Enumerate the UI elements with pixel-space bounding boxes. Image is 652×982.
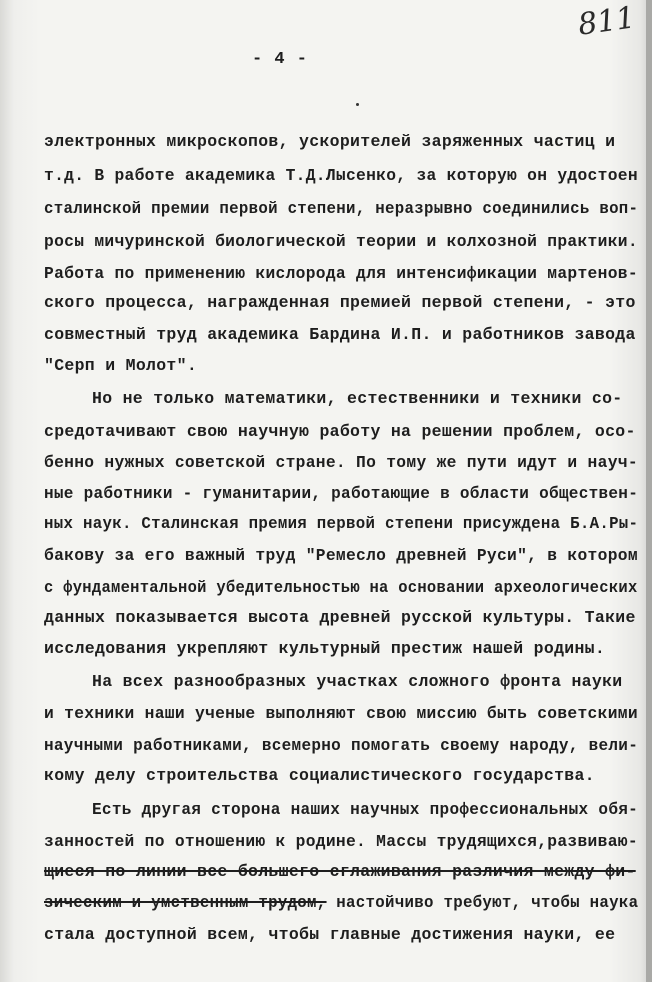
struck-text-fragment: зическим и умственным трудом, (44, 893, 327, 912)
text-line-19: и техники наши ученые выполняют свою миссию быть советскими (44, 704, 638, 723)
text-line-5: Работа по применению кислорода для интенсификации мартенов- (44, 264, 638, 283)
text-line-1: электронных микроскопов, ускорителей заряженных частиц и (44, 132, 616, 151)
text-line-3: сталинской премии первой степени, неразрывно соединились воп- (44, 199, 639, 218)
text-line-20: научными работниками, всемерно помогать своему народу, вели- (44, 736, 639, 755)
text-line-9: Но не только математики, естественники и техники со- (92, 389, 623, 408)
text-line-22: Есть другая сторона наших научных профессиональных обя- (92, 800, 639, 819)
text-line-11: бенно нужных советской стране. По тому же пути идут и науч- (44, 453, 638, 472)
text-line-26: стала доступной всем, чтобы главные достижения науки, ее (44, 925, 616, 944)
text-line-13: ных наук. Сталинская премия первой степени присуждена Б.А.Ры- (44, 514, 639, 533)
page-edge-shadow (646, 0, 652, 982)
text-line-6: ского процесса, награжденная премией первой степени, - это (44, 293, 636, 312)
ink-dot (356, 103, 359, 106)
text-line-10: средотачивают свою научную работу на решении проблем, осо- (44, 422, 636, 441)
text-line-7: совместный труд академика Бардина И.П. и работников завода (44, 325, 636, 344)
archive-page-mark: 811 (575, 0, 638, 43)
text-line-12: ные работники - гуманитарии, работающие в области обществен- (44, 484, 639, 503)
text-line-15: с фундаментальной убедительностью на основании археологических (44, 578, 638, 597)
page-number: - 4 - (251, 50, 308, 69)
text-line-14: бакову за его важный труд "Ремесло древней Руси", в котором (44, 546, 638, 565)
text-line-2: т.д. В работе академика Т.Д.Лысенко, за которую он удостоен (44, 166, 638, 185)
text-fragment: настойчиво требуют, чтобы наука (336, 893, 639, 912)
struck-text-line-24: щиеся по линии все большего сглаживания различия между фи- (44, 862, 636, 881)
text-line-23: занностей по отношению к родине. Массы трудящихся,развиваю- (44, 832, 638, 851)
text-line-25 (44, 893, 638, 913)
text-line-21: кому делу строительства социалистического государства. (44, 766, 595, 785)
text-line-8: "Серп и Молот". (44, 356, 198, 375)
text-line-4: росы мичуринской биологической теории и колхозной практики. (44, 232, 638, 251)
text-line-18: На всех разнообразных участках сложного фронта науки (92, 672, 623, 691)
text-line-17: исследования укрепляют культурный престиж нашей родины. (44, 639, 606, 658)
text-line-16: данных показывается высота древней русской культуры. Такие (44, 608, 636, 627)
